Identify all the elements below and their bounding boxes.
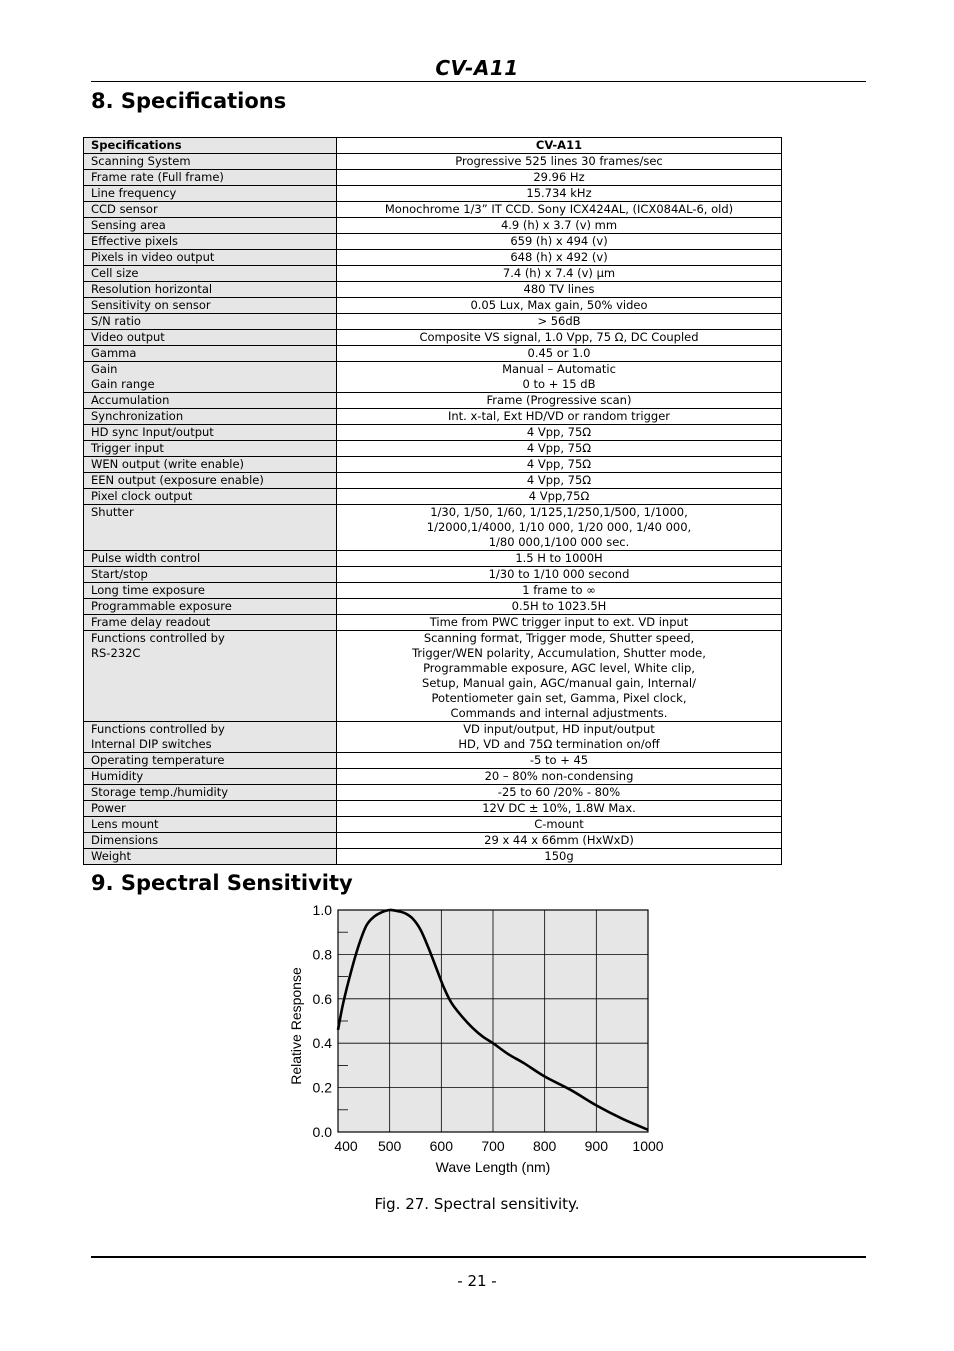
spec-name: Start/stop xyxy=(84,567,337,583)
spec-name: Weight xyxy=(84,849,337,865)
spec-value: Time from PWC trigger input to ext. VD input xyxy=(337,615,782,631)
specifications-table xyxy=(83,137,782,865)
spec-name: Line frequency xyxy=(84,186,337,202)
table-row xyxy=(84,551,782,567)
table-row xyxy=(84,218,782,234)
table-row xyxy=(84,298,782,314)
spec-value: Composite VS signal, 1.0 Vpp, 75 Ω, DC Coupled xyxy=(337,330,782,346)
spec-name: Pixels in video output xyxy=(84,250,337,266)
y-tick-label: 0.2 xyxy=(312,1079,332,1096)
table-row xyxy=(84,234,782,250)
y-tick-label: 0.0 xyxy=(312,1124,332,1140)
table-row xyxy=(84,801,782,817)
spec-value: Progressive 525 lines 30 frames/sec xyxy=(337,154,782,170)
table-row xyxy=(84,753,782,769)
table-row xyxy=(84,409,782,425)
table-row xyxy=(84,362,782,393)
spec-value: 659 (h) x 494 (v) xyxy=(337,234,782,250)
spec-value: 4 Vpp, 75Ω xyxy=(337,441,782,457)
table-header-cell: Specifications xyxy=(84,138,337,154)
table-row xyxy=(84,457,782,473)
spec-name: Dimensions xyxy=(84,833,337,849)
y-tick-label: 0.8 xyxy=(312,946,332,963)
y-axis-label: Relative Response xyxy=(288,967,304,1085)
spec-value: Monochrome 1/3” IT CCD. Sony ICX424AL, (ICX084AL-6, old) xyxy=(337,202,782,218)
spec-name: Operating temperature xyxy=(84,753,337,769)
table-row xyxy=(84,346,782,362)
spec-name: Humidity xyxy=(84,769,337,785)
spec-name: Frame rate (Full frame) xyxy=(84,170,337,186)
x-tick-label: 600 xyxy=(429,1138,454,1154)
x-tick-label: 900 xyxy=(584,1138,609,1154)
section-heading-specifications: 8. Specifications xyxy=(91,89,287,113)
table-row xyxy=(84,849,782,865)
spec-value: 1/30 to 1/10 000 second xyxy=(337,567,782,583)
spec-name: Video output xyxy=(84,330,337,346)
y-tick-label: 0.4 xyxy=(312,1035,332,1052)
x-tick-label: 700 xyxy=(481,1138,505,1154)
spec-name: Frame delay readout xyxy=(84,615,337,631)
spec-name: Accumulation xyxy=(84,393,337,409)
spec-name: Trigger input xyxy=(84,441,337,457)
spec-value: 1.5 H to 1000H xyxy=(337,551,782,567)
table-row xyxy=(84,154,782,170)
spec-value: 4 Vpp, 75Ω xyxy=(337,473,782,489)
spec-value: 12V DC ± 10%, 1.8W Max. xyxy=(337,801,782,817)
spec-value: 0.05 Lux, Max gain, 50% video xyxy=(337,298,782,314)
table-row xyxy=(84,393,782,409)
spec-value: 15.734 kHz xyxy=(337,186,782,202)
section-heading-spectral: 9. Spectral Sensitivity xyxy=(91,871,353,895)
table-row xyxy=(84,186,782,202)
spec-name: Sensing area xyxy=(84,218,337,234)
spec-name: EEN output (exposure enable) xyxy=(84,473,337,489)
header-rule xyxy=(91,81,866,82)
spec-name: Shutter xyxy=(84,505,337,551)
table-row xyxy=(84,817,782,833)
y-tick-label: 1.0 xyxy=(312,902,332,918)
spec-value: 4 Vpp,75Ω xyxy=(337,489,782,505)
spec-name: Pulse width control xyxy=(84,551,337,567)
spec-value: 29.96 Hz xyxy=(337,170,782,186)
table-row xyxy=(84,250,782,266)
spec-value: > 56dB xyxy=(337,314,782,330)
spec-value: Manual – Automatic 0 to + 15 dB xyxy=(337,362,782,393)
table-row xyxy=(84,170,782,186)
x-tick-label: 800 xyxy=(532,1138,557,1154)
document-title: CV-A11 xyxy=(435,56,519,80)
spec-name: Programmable exposure xyxy=(84,599,337,615)
spec-value: 4.9 (h) x 3.7 (v) mm xyxy=(337,218,782,234)
spec-value: 150g xyxy=(337,849,782,865)
spec-value: 4 Vpp, 75Ω xyxy=(337,425,782,441)
spec-name: Storage temp./humidity xyxy=(84,785,337,801)
spec-value: 0.45 or 1.0 xyxy=(337,346,782,362)
table-row xyxy=(84,769,782,785)
spec-value: 4 Vpp, 75Ω xyxy=(337,457,782,473)
table-row xyxy=(84,599,782,615)
spec-value: VD input/output, HD input/output HD, VD and 75Ω termination on/off xyxy=(337,722,782,753)
spec-value: 1 frame to ∞ xyxy=(337,583,782,599)
table-row xyxy=(84,425,782,441)
spec-name: Gamma xyxy=(84,346,337,362)
spec-name: Sensitivity on sensor xyxy=(84,298,337,314)
spec-name: S/N ratio xyxy=(84,314,337,330)
spec-value: -25 to 60 /20% - 80% xyxy=(337,785,782,801)
table-row xyxy=(84,314,782,330)
spec-value: Scanning format, Trigger mode, Shutter speed, Trigger/WEN polarity, Accumulation, Shutter mode, Programmable exposure, AGC level, White clip, Setup, Manual gain, AGC/manual gain, Internal/ Potentiometer gain set, Gamma, Pixel clock, Commands and internal adjustments. xyxy=(337,631,782,722)
table-row xyxy=(84,202,782,218)
spec-name: Power xyxy=(84,801,337,817)
table-header-cell: CV-A11 xyxy=(337,138,782,154)
spec-value: Frame (Progressive scan) xyxy=(337,393,782,409)
table-row xyxy=(84,833,782,849)
spec-value: C-mount xyxy=(337,817,782,833)
x-tick-label: 1000 xyxy=(632,1138,664,1154)
spec-value: 7.4 (h) x 7.4 (v) µm xyxy=(337,266,782,282)
table-row xyxy=(84,615,782,631)
spec-value: 1/30, 1/50, 1/60, 1/125,1/250,1/500, 1/1000, 1/2000,1/4000, 1/10 000, 1/20 000, 1/40 000, 1/80 000,1/100 000 sec. xyxy=(337,505,782,551)
x-tick-label: 500 xyxy=(377,1138,402,1154)
spec-name: Synchronization xyxy=(84,409,337,425)
x-axis-label: Wave Length (nm) xyxy=(435,1159,551,1175)
y-tick-label: 0.6 xyxy=(312,990,332,1007)
table-body xyxy=(84,154,782,865)
table-row xyxy=(84,785,782,801)
spec-name: Long time exposure xyxy=(84,583,337,599)
page-number: - 21 - xyxy=(457,1272,497,1290)
spec-value: -5 to + 45 xyxy=(337,753,782,769)
table-row xyxy=(84,583,782,599)
spec-value: 29 x 44 x 66mm (HxWxD) xyxy=(337,833,782,849)
table-row xyxy=(84,441,782,457)
table-row xyxy=(84,282,782,298)
spec-name: Effective pixels xyxy=(84,234,337,250)
spec-name: CCD sensor xyxy=(84,202,337,218)
table-header-row xyxy=(84,138,782,154)
table-row xyxy=(84,473,782,489)
table-row xyxy=(84,330,782,346)
x-tick-label: 400 xyxy=(334,1138,358,1154)
spec-name: WEN output (write enable) xyxy=(84,457,337,473)
spec-name: Cell size xyxy=(84,266,337,282)
table-row xyxy=(84,567,782,583)
spec-name: Functions controlled by RS-232C xyxy=(84,631,337,722)
footer-rule xyxy=(91,1256,866,1258)
spec-name: Lens mount xyxy=(84,817,337,833)
spec-name: Resolution horizontal xyxy=(84,282,337,298)
table-row xyxy=(84,266,782,282)
spec-value: 648 (h) x 492 (v) xyxy=(337,250,782,266)
spec-value: 0.5H to 1023.5H xyxy=(337,599,782,615)
figure-caption: Fig. 27. Spectral sensitivity. xyxy=(374,1195,580,1213)
spec-value: Int. x-tal, Ext HD/VD or random trigger xyxy=(337,409,782,425)
table-row xyxy=(84,489,782,505)
spec-value: 480 TV lines xyxy=(337,282,782,298)
spec-name: Pixel clock output xyxy=(84,489,337,505)
spec-name: Scanning System xyxy=(84,154,337,170)
spec-value: 20 – 80% non-condensing xyxy=(337,769,782,785)
table-row xyxy=(84,722,782,753)
table-row xyxy=(84,631,782,722)
table-row xyxy=(84,505,782,551)
spec-name: Functions controlled by Internal DIP switches xyxy=(84,722,337,753)
spectral-sensitivity-chart xyxy=(280,900,680,1180)
spec-name: Gain Gain range xyxy=(84,362,337,393)
spec-name: HD sync Input/output xyxy=(84,425,337,441)
